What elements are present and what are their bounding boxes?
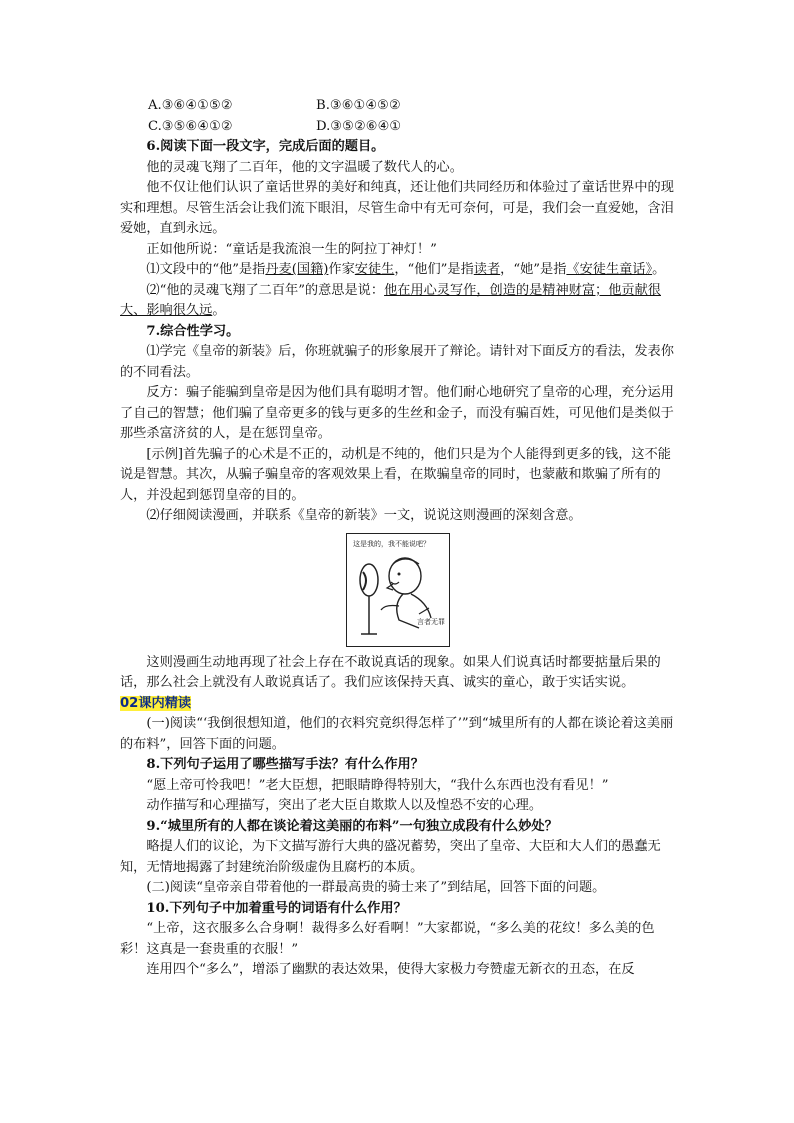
answer-options [148, 96, 676, 137]
q10-answer: 连用四个“多么”，增添了幽默的表达效果，使得大家极力夸赞虚无新衣的丑态，在反 [146, 962, 635, 977]
q6-sub1: ⑴文段中的“他”是指丹麦(国籍)作家安徒生，“他们”是指读者，“她”是指《安徒生童话》。 [146, 262, 666, 277]
option-c: C.③⑤⑥④①② [148, 118, 233, 134]
option-b: B.③⑥①④⑤② [316, 98, 401, 113]
option-a: A.③⑥④①⑤② [148, 98, 233, 113]
section-tag: 02课内精读 [120, 695, 192, 711]
comic-container [120, 533, 676, 647]
q7-answer: 这则漫画生动地再现了社会上存在不敢说真话的现象。如果人们说真话时都要掂量后果的话，那么社会上就没有人敢说真话了。我们应该保持天真、诚实的童心，敢于实话实说。 [120, 654, 661, 690]
q6-sub2: ⑵“他的灵魂飞翔了二百年”的意思是说：他在用心灵写作，创造的是精神财富；他贡献很大、影响很久远。 [120, 282, 661, 318]
comic-sign-text: 言者无罪 [417, 617, 445, 626]
comic-image [346, 533, 450, 647]
answer-blank: 读者 [473, 262, 501, 277]
comic-drawing [347, 534, 449, 646]
comic-caption: 这是我的，我不能说吧？ [353, 539, 430, 548]
q6-passage-1: 他的灵魂飞翔了二百年，他的文字温暖了数代人的心。 [146, 159, 463, 175]
q7-example-answer: [示例]首先骗子的心术是不正的，动机是不纯的，他们只是为个人能得到更多的钱，这不能说是智慧。其次，从骗子骗皇帝的客观效果上看，在欺骗皇帝的同时，也蒙蔽和欺骗了所有的人，并没起到惩罚皇帝的目的。 [120, 446, 671, 503]
answer-blank: 《安徒生童话》 [566, 262, 653, 277]
page-content [120, 96, 676, 981]
q7-sub1: ⑴学完《皇帝的新装》后，你班就骗子的形象展开了辩论。请针对下面反方的看法，发表你的不同看法。 [120, 344, 674, 380]
q7-title: 7.综合性学习。 [146, 323, 240, 339]
answer-blank: 他在用心灵写作，创造的是精神财富；他贡献很大、影响很久远 [120, 282, 661, 318]
answer-blank: 丹麦(国籍) [265, 262, 329, 277]
q10-quote: “上帝，这衣服多么合身啊！裁得多么好看啊！”大家都说，“多么美的花纹！多么美的色彩！这真是一套贵重的衣服！” [120, 921, 655, 957]
q10-title: 10.下列句子中加着重号的词语有什么作用？ [146, 900, 407, 916]
q9-answer: 略提人们的议论，为下文描写游行大典的盛况蓄势，突出了皇帝、大臣和大人们的愚蠢无知，无情地揭露了封建统治阶级虚伪且腐朽的本质。 [120, 839, 661, 875]
q7-opposing-view: 反方：骗子能骗到皇帝是因为他们具有聪明才智。他们耐心地研究了皇帝的心理，充分运用了自己的智慧；他们骗了皇帝更多的钱与更多的生丝和金子，而没有骗百姓，可见他们是类似于那些杀富济贫的人，是在惩罚皇帝。 [120, 385, 674, 441]
answer-blank: 安徒生 [354, 262, 395, 277]
q9-title: 9.“城里所有的人都在谈论着这美丽的布料”一句独立成段有什么妙处？ [146, 818, 558, 834]
reading-1-instruction: (一)阅读“‘我倒很想知道，他们的衣料究竟织得怎样了’”到“城里所有的人都在谈论着这美丽的布料”，回答下面的问题。 [120, 716, 674, 752]
q6-title: 6.阅读下面一段文字，完成后面的题目。 [146, 139, 385, 154]
q8-quote: “愿上帝可怜我吧！”老大臣想，把眼睛睁得特别大，“我什么东西也没有看见！” [146, 777, 609, 793]
q8-title: 8.下列句子运用了哪些描写手法？有什么作用？ [146, 757, 424, 772]
q7-sub2: ⑵仔细阅读漫画，并联系《皇帝的新装》一文，说说这则漫画的深刻含意。 [146, 508, 582, 523]
q6-passage-2: 他不仅让他们认识了童话世界的美好和纯真，还让他们共同经历和体验过了童话世界中的现实和理想。尽管生活会让我们流下眼泪，尽管生命中有无可奈何，可是，我们会一直爱她，含泪爱她，直到永远。 [120, 180, 674, 236]
option-d: D.③⑤②⑥④① [316, 118, 402, 134]
q8-answer: 动作描写和心理描写，突出了老大臣自欺欺人以及惶恐不安的心理。 [146, 798, 543, 813]
section-heading [120, 694, 676, 715]
q6-passage-3: 正如他所说：“童话是我流浪一生的阿拉丁神灯！” [146, 241, 437, 257]
reading-2-instruction: (二)阅读“皇帝亲自带着他的一群最高贵的骑士来了”到结尾，回答下面的问题。 [146, 880, 606, 895]
